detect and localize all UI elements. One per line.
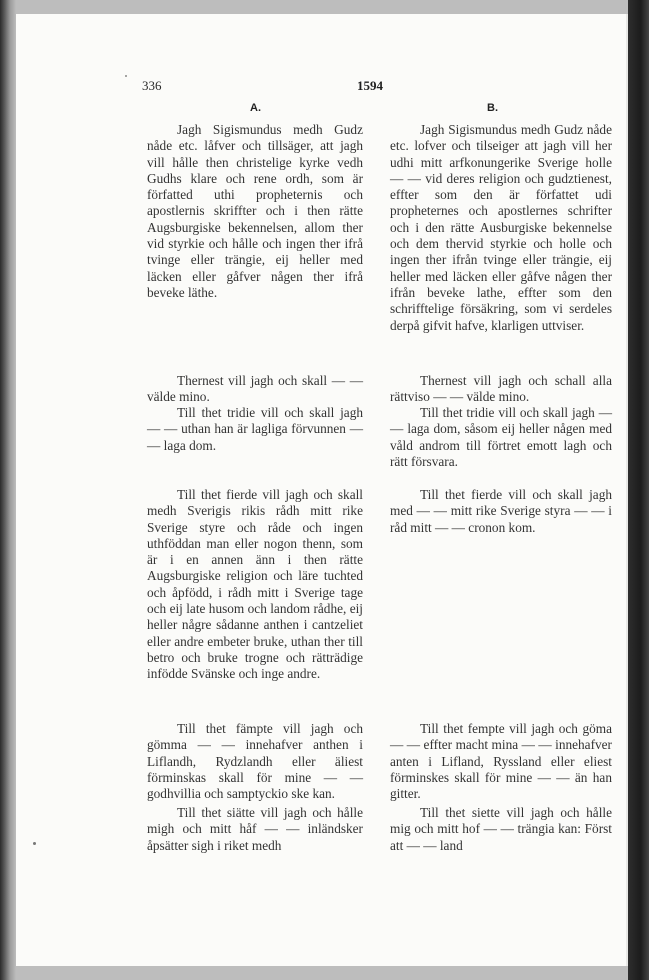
column-a-paragraph-1: Jagh Sigismundus medh Gudz nåde etc. låfver och tillsäger, att jagh vill hålle then christelige kyrke vedh Gudhs klare och rene ordh, som är författed uthi propheternis och apostlernis skriffter och i then rätte Augsburgiske bekennelsen, allom ther vid styrkie och hålle och ingen ther ifrå tvinge eller trängie, eij heller med läcken eller gåfver någen ther ifrå beveke läthe.: [147, 122, 363, 300]
scan-speck: [33, 842, 36, 845]
scan-right-edge: [628, 0, 649, 980]
page-header-year: 1594: [357, 78, 383, 93]
column-b-paragraph-1: Jagh Sigismundus medh Gudz nåde etc. lofver och tilseiger att jagh vill her udhi mitt arfkonungerike Sverige holle — — vid deres religion och gudztienest, effter som den är författet udi propheternes och apostlernes schrifter och i den rätte Ausburgiske bekennelse och dem thervid styrkie och holle och ingen ther ifrån tvinge eller trängie, eij heller med läcken eller gåfve någen ther ifrån beveke lathe, effter som den schrifftelige försäkring, som vi serdeles derpå gifvit hafve, klarligen uttviser.: [390, 122, 612, 333]
column-a-paragraph-2: Thernest vill jagh och skall — — välde mino.: [147, 373, 363, 405]
column-b-paragraph-2: Thernest vill jagh och schall alla rättviso — — välde mino.: [390, 373, 612, 405]
column-b-heading: B.: [487, 102, 498, 114]
column-b-paragraph-4: Till thet fierde vill och skall jagh med — — mitt rike Sverige styra — — i råd mitt — — cronon kom.: [390, 487, 612, 535]
column-a-paragraph-6: Till thet siätte vill jagh och hålle migh och mitt håf — — inländsker åpsätter sigh i riket medh: [147, 805, 363, 853]
column-a-paragraph-4: Till thet fierde vill jagh och skall medh Sverigis rikis rådh mitt rike Sverige styre och råde och ingen uthföddan man eller nogon thenn, som är i en annen änn i then rätte Augsburgiske religion och läre tuchted och åpfödd, i rådh mitt i Sverige tage och eij late husom och landom rådhe, eij heller någre sådanne anthen i cantzeliet eller andre embeter bruke, uthan ther till betro och bruke trogne och rätträdige infödde Svänske och inge andre.: [147, 487, 363, 682]
column-a-paragraph-3: Till thet tridie vill och skall jagh — — uthan han är lagliga förvunnen — — laga dom.: [147, 405, 363, 453]
column-a-heading: A.: [250, 102, 261, 114]
page-number: 336: [142, 78, 162, 93]
column-a-paragraph-5: Till thet fämpte vill jagh och gömma — — innehafver anthen i Liflandh, Rydzlandh eller äliest förminskas skall för mine — — godhvillia och samptyckio ske kan.: [147, 721, 363, 802]
scan-speck: [125, 75, 127, 77]
column-b-paragraph-3: Till thet tridie vill och skall jagh — — laga dom, såsom eij heller någen med våld androm till förtret emott lagh och rätt försvara.: [390, 405, 612, 469]
column-b-paragraph-5: Till thet fempte vill jagh och göma — — effter macht mina — — innehafver anten i Lifland, Ryssland eller eliest förminskes skall för mine — — än han gitter.: [390, 721, 612, 802]
column-b-paragraph-6: Till thet siette vill jagh och hålle mig och mitt hof — — trängia kan: Först att — — land: [390, 805, 612, 853]
